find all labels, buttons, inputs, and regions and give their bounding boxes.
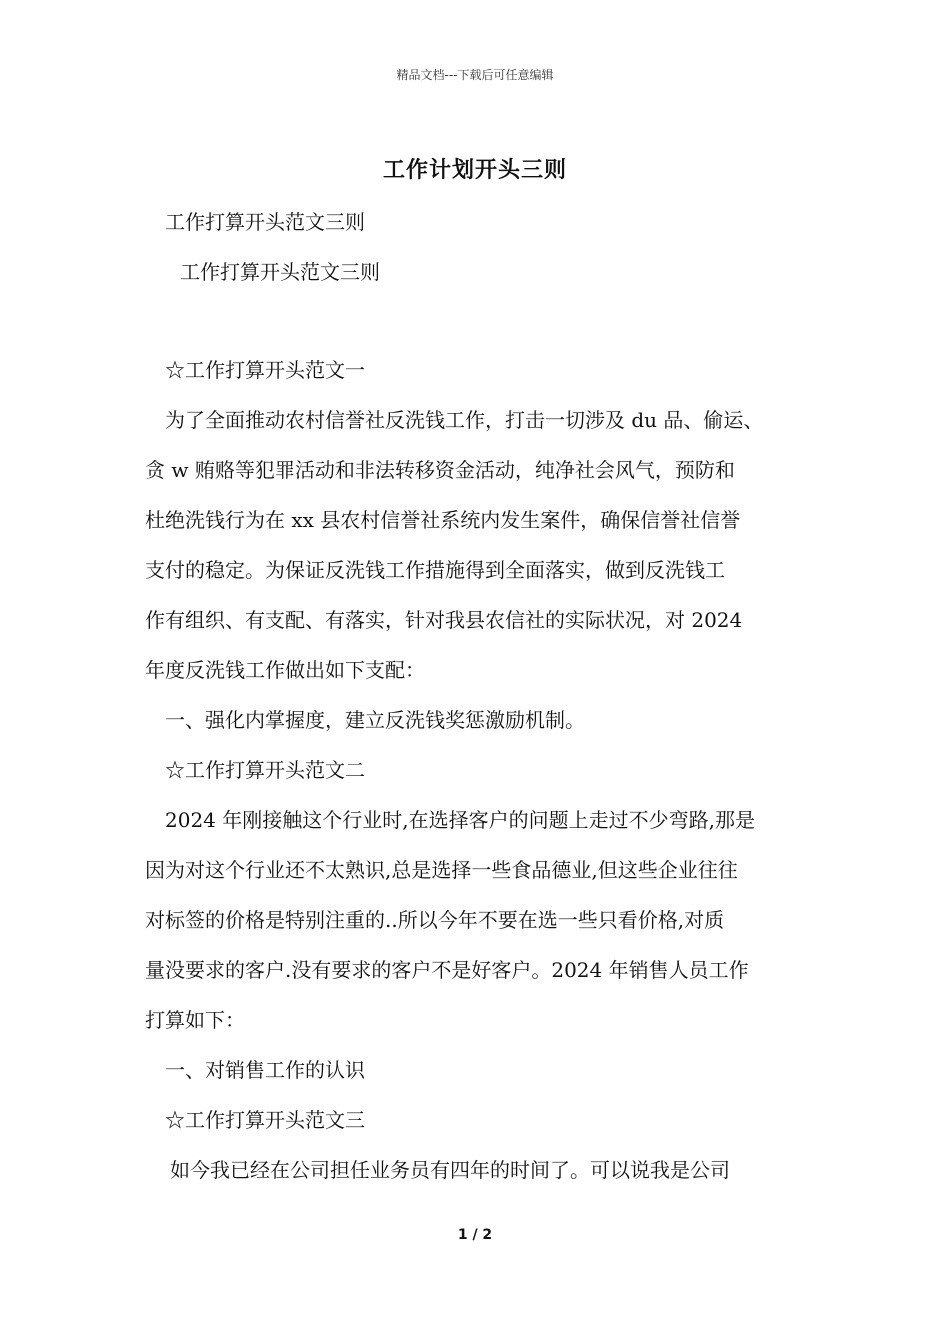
page-header: 精品文档---下载后可任意编辑 [396,68,554,82]
paragraph-line: 2024 年刚接触这个行业时,在选择客户的问题上走过不少弯路,那是 [165,808,755,832]
paragraph-line: 年度反洗钱工作做出如下支配： [145,658,425,682]
paragraph-line: 一、对销售工作的认识 [165,1058,365,1082]
paragraph-line: 打算如下： [145,1008,245,1032]
paragraph-line: 作有组织、有支配、有落实，针对我县农信社的实际状况，对 2024 [145,608,743,632]
paragraph-line: 因为对这个行业还不太熟识,总是选择一些食品德业,但这些企业往往 [145,858,738,882]
paragraph-line: 如今我已经在公司担任业务员有四年的时间了。可以说我是公司 [170,1158,730,1182]
paragraph-line: 对标签的价格是特别注重的..所以今年不要在选一些只看价格,对质 [145,908,725,932]
section-heading: ☆工作打算开头范文二 [165,758,365,782]
document-title: 工作计划开头三则 [382,158,567,183]
page-number: 1 / 2 [457,1227,493,1243]
paragraph-line: 为了全面推动农村信誉社反洗钱工作，打击一切涉及 du 品、偷运、 [165,408,764,432]
paragraph-line: 支付的稳定。为保证反洗钱工作措施得到全面落实，做到反洗钱工 [145,558,725,582]
subtitle-line: 工作打算开头范文三则 [165,210,365,234]
section-heading: ☆工作打算开头范文一 [165,358,365,382]
paragraph-line: 贪 w 贿赂等犯罪活动和非法转移资金活动，纯净社会风气，预防和 [145,458,735,482]
paragraph-line: 量没要求的客户.没有要求的客户不是好客户。2024 年销售人员工作 [145,958,749,982]
section-heading: ☆工作打算开头范文三 [165,1108,365,1132]
subtitle-line: 工作打算开头范文三则 [180,260,380,284]
paragraph-line: 杜绝洗钱行为在 xx 县农村信誉社系统内发生案件，确保信誉社信誉 [145,508,741,532]
paragraph-line: 一、强化内掌握度，建立反洗钱奖惩激励机制。 [165,708,585,732]
